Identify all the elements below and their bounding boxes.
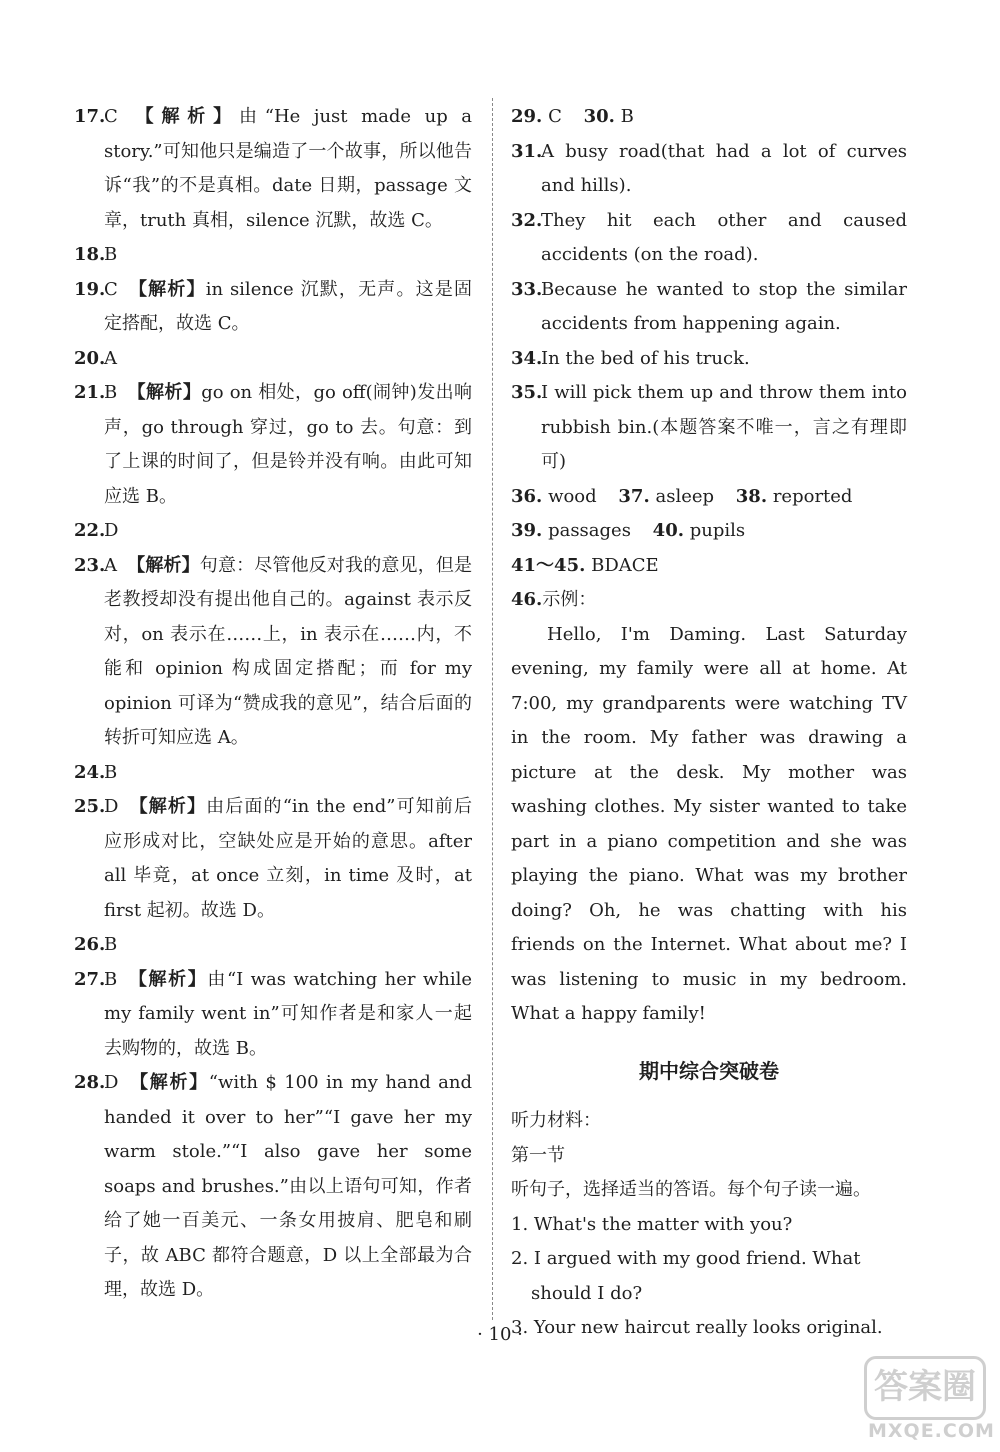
page-number: · 10 ·	[477, 1324, 523, 1345]
answer-row-29-30: 29. C 30. B	[511, 106, 634, 127]
listening-instruction: 听句子，选择适当的答语。每个句子读一遍。	[511, 1179, 871, 1200]
right-column	[511, 100, 907, 1346]
answer-item-18: 18. B	[74, 244, 118, 265]
answer-item-19: 19. C 【解析】in silence 沉默，无声。这是固定搭配，故选 C。	[74, 278, 473, 334]
answer-item-25: 25. D 【解析】由后面的“in the end”可知前后应形成对比，空缺处应是开始的意思。after all 毕竟，at once 立刻，in time 及时，at first 起初。故选 D。	[74, 796, 472, 921]
part-label: 第一节	[511, 1144, 565, 1166]
watermark-logo-text: 答案圈	[864, 1356, 986, 1420]
answer-row-39-40: 39. passages 40. pupils	[511, 520, 746, 541]
answer-item-21: 21. B 【解析】go on 相处，go off(闹钟)发出响声，go through 穿过，go to 去。句意：到了上课的时间了，但是铃并没有响。由此可知应选 B。	[74, 382, 473, 507]
listening-item-3: 3. Your new haircut really looks original.	[511, 1317, 883, 1338]
answer-item-27: 27. B 【解析】由“I was watching her while my family went in”可知作者是和家人一起去购物的，故选 B。	[74, 968, 472, 1059]
answer-item-17: 17. C 【解析】由“He just made up a story.”可知他只是编造了一个故事，所以他告诉“我”的不是真相。date 日期，passage 文章，truth 真相，silence 沉默，故选 C。	[74, 106, 472, 231]
answer-item-34: 34. In the bed of his truck.	[511, 347, 750, 369]
left-column	[74, 100, 472, 1308]
listening-item-1: 1. What's the matter with you?	[511, 1213, 793, 1235]
listening-item-2: 2. I argued with my good friend. What should I do?	[511, 1248, 861, 1304]
answer-item-24: 24. B	[74, 761, 118, 783]
section-title: 期中综合突破卷	[639, 1058, 779, 1083]
watermark-logo	[868, 1356, 995, 1442]
answer-item-23: 23. A 【解析】句意：尽管他反对我的意见，但是老教授却没有提出他自己的。against 表示反对，on 表示在……上，in 表示在……内，不能和 opinion 构成固定搭配；而 for my opinion 可译为“赞成我的意见”，结合后面的转折可知应选 A。	[74, 554, 473, 748]
answer-item-46: 46.示例：	[511, 589, 597, 610]
answer-item-32: 32. They hit each other and caused accidents (on the road).	[511, 209, 907, 265]
answer-item-28: 28. D 【解析】“with $ 100 in my hand and handed it over to her”“I gave her my warm stole.”“I also gave her some soaps and brushes.”由以上语句可知，作者给了她一百美元、一条女用披肩、肥皂和刷子，故 ABC 都符合题意，D 以上全部最为合理，故选 D。	[74, 1072, 472, 1300]
answer-item-26: 26. B	[74, 934, 118, 955]
answer-item-22: 22. D	[74, 520, 119, 541]
answer-row-36-38: 36. wood 37. asleep 38. reported	[511, 485, 853, 507]
listening-label: 听力材料：	[511, 1110, 601, 1131]
watermark-site: MXQE.COM	[868, 1420, 995, 1442]
answer-item-20: 20. A	[74, 347, 117, 369]
answer-item-33: 33. Because he wanted to stop the similar accidents from happening again.	[511, 278, 907, 334]
column-divider	[492, 98, 493, 1320]
answer-row-41-45: 41～45. BDACE	[511, 554, 659, 576]
answer-item-35: 35. I will pick them up and throw them into rubbish bin.(本题答案不唯一，言之有理即可)	[511, 382, 907, 472]
answer-item-31: 31. A busy road(that had a lot of curves and hills).	[511, 140, 907, 196]
sample-essay: Hello, I'm Daming. Last Saturday evening, my family were all at home. At 7:00, my grandparents were watching TV in the room. My father was drawing a picture at the desk. My mother was washing clothes. My sister wanted to take part in a piano competition and she was playing the piano. What was my brother doing? Oh, he was chatting with his friends on the Internet. What about me? I was listening to music in my bedroom. What a happy family!	[511, 623, 907, 1024]
